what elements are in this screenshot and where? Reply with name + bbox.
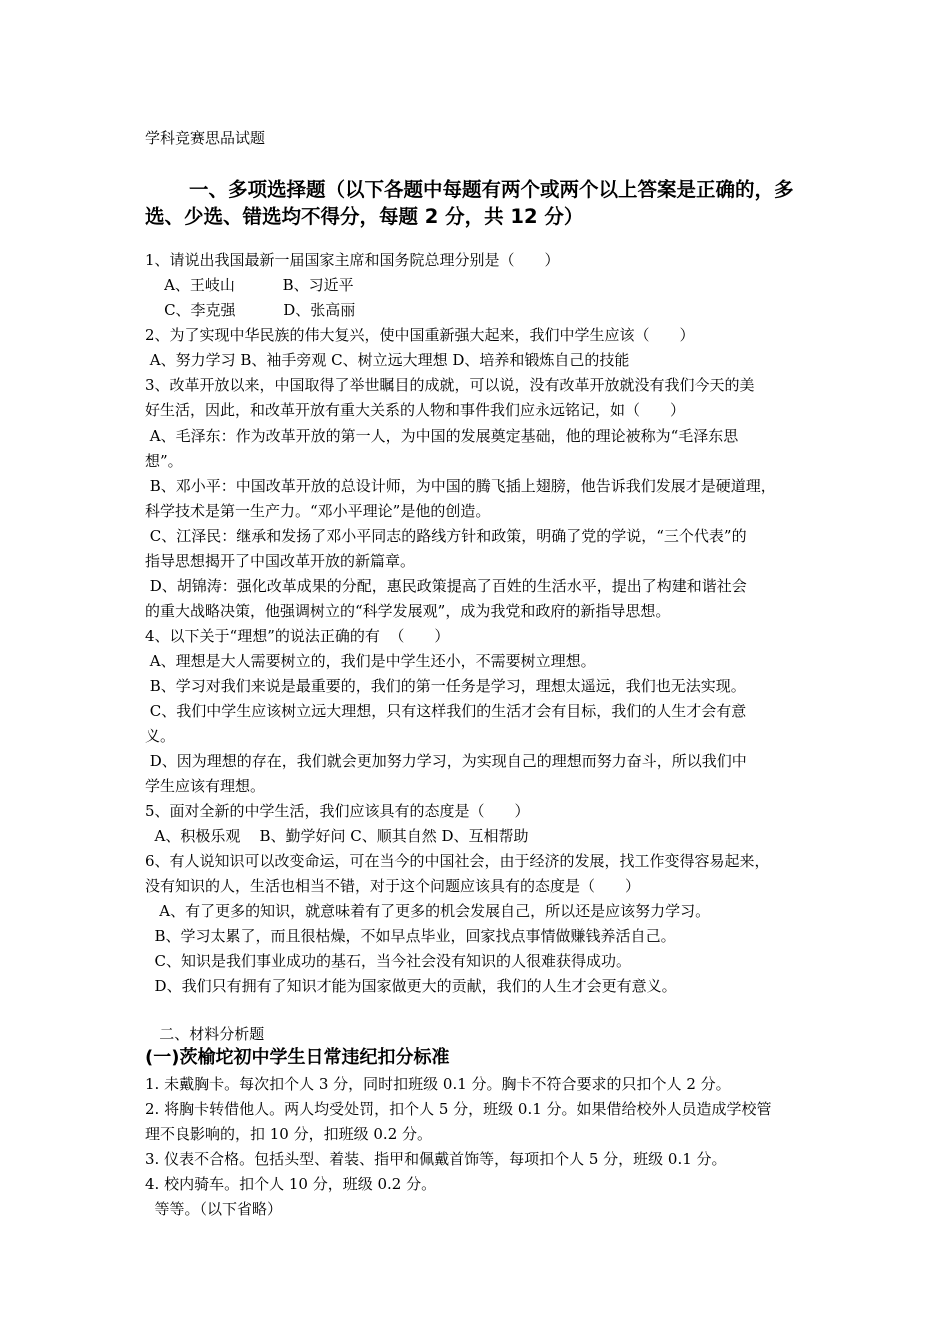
material-subheading: (一)茨榆坨初中学生日常违纪扣分标准 bbox=[145, 1047, 450, 1068]
question-line: D、我们只有拥有了知识才能为国家做更大的贡献，我们的人生才会更有意义。 bbox=[145, 977, 677, 995]
rule-line: 3. 仪表不合格。包括头型、着装、指甲和佩戴首饰等，每项扣个人 5 分，班级 0.1 分。 bbox=[145, 1150, 727, 1168]
question-line: C、知识是我们事业成功的基石，当今社会没有知识的人很难获得成功。 bbox=[145, 952, 632, 970]
question-line: A、努力学习 B、袖手旁观 C、树立远大理想 D、培养和锻炼自己的技能 bbox=[145, 351, 630, 369]
section2-heading: 二、材料分析题 bbox=[145, 1025, 265, 1043]
question-line: C、李克强 D、张高丽 bbox=[145, 301, 356, 319]
rule-line: 2. 将胸卡转借他人。两人均受处罚，扣个人 5 分，班级 0.1 分。如果借给校外人员造成学校管 bbox=[145, 1100, 772, 1118]
question-line: 学生应该有理想。 bbox=[145, 777, 266, 795]
question-line: 没有知识的人，生活也相当不错，对于这个问题应该具有的态度是（ ） bbox=[145, 877, 641, 895]
question-line: 的重大战略决策，他强调树立的“科学发展观”，成为我党和政府的新指导思想。 bbox=[145, 602, 671, 620]
section1-heading: 一、多项选择题（以下各题中每题有两个或两个以上答案是正确的，多选、少选、错选均不得分，每题 2 分，共 12 分） bbox=[145, 178, 794, 228]
question-line: 3、改革开放以来，中国取得了举世瞩目的成就，可以说，没有改革开放就没有我们今天的美 bbox=[145, 376, 755, 394]
question-line: A、积极乐观 B、勤学好问 C、顺其自然 D、互相帮助 bbox=[145, 827, 529, 845]
rule-line: 4. 校内骑车。扣个人 10 分，班级 0.2 分。 bbox=[145, 1175, 437, 1193]
question-line: B、学习太累了，而且很枯燥，不如早点毕业，回家找点事情做赚钱养活自己。 bbox=[145, 927, 676, 945]
question-line: A、毛泽东：作为改革开放的第一人，为中国的发展奠定基础，他的理论被称为“毛泽东思 bbox=[145, 427, 739, 445]
question-line: 好生活，因此，和改革开放有重大关系的人物和事件我们应永远铭记，如（ ） bbox=[145, 401, 686, 419]
question-line: C、我们中学生应该树立远大理想，只有这样我们的生活才会有目标，我们的人生才会有意 bbox=[145, 702, 747, 720]
question-line: B、学习对我们来说是最重要的，我们的第一任务是学习，理想太遥远，我们也无法实现。 bbox=[145, 677, 746, 695]
rule-line: 等等。（以下省略） bbox=[145, 1200, 283, 1218]
question-line: 想”。 bbox=[145, 452, 183, 470]
question-line: B、邓小平：中国改革开放的总设计师，为中国的腾飞插上翅膀，他告诉我们发展才是硬道理， bbox=[145, 477, 776, 495]
question-line: 义。 bbox=[145, 727, 176, 745]
question-line: 6、有人说知识可以改变命运，可在当今的中国社会，由于经济的发展，找工作变得容易起来， bbox=[145, 852, 770, 870]
rule-line: 理不良影响的，扣 10 分，扣班级 0.2 分。 bbox=[145, 1125, 433, 1143]
question-line: D、因为理想的存在，我们就会更加努力学习，为实现自己的理想而努力奋斗，所以我们中 bbox=[145, 752, 747, 770]
question-line: 科学技术是第一生产力。“邓小平理论”是他的创造。 bbox=[145, 502, 491, 520]
question-line: A、有了更多的知识，就意味着有了更多的机会发展自己，所以还是应该努力学习。 bbox=[145, 902, 711, 920]
document-title: 学科竞赛思品试题 bbox=[145, 129, 266, 147]
question-line: A、理想是大人需要树立的，我们是中学生还小，不需要树立理想。 bbox=[145, 652, 596, 670]
question-line: D、胡锦涛：强化改革成果的分配，惠民政策提高了百姓的生活水平，提出了构建和谐社会 bbox=[145, 577, 747, 595]
question-line: 2、为了实现中华民族的伟大复兴，使中国重新强大起来，我们中学生应该（ ） bbox=[145, 326, 695, 344]
question-line: 1、请说出我国最新一届国家主席和国务院总理分别是（ ） bbox=[145, 251, 560, 269]
question-line: 4、以下关于“理想”的说法正确的有 （ ） bbox=[145, 627, 450, 645]
rule-line: 1. 未戴胸卡。每次扣个人 3 分，同时扣班级 0.1 分。胸卡不符合要求的只扣个人 2 分。 bbox=[145, 1075, 731, 1093]
question-line: A、王岐山 B、习近平 bbox=[145, 276, 354, 294]
question-line: 指导思想揭开了中国改革开放的新篇章。 bbox=[145, 552, 416, 570]
question-line: 5、面对全新的中学生活，我们应该具有的态度是（ ） bbox=[145, 802, 530, 820]
question-line: C、江泽民：继承和发扬了邓小平同志的路线方针和政策，明确了党的学说，“三个代表”的 bbox=[145, 527, 747, 545]
